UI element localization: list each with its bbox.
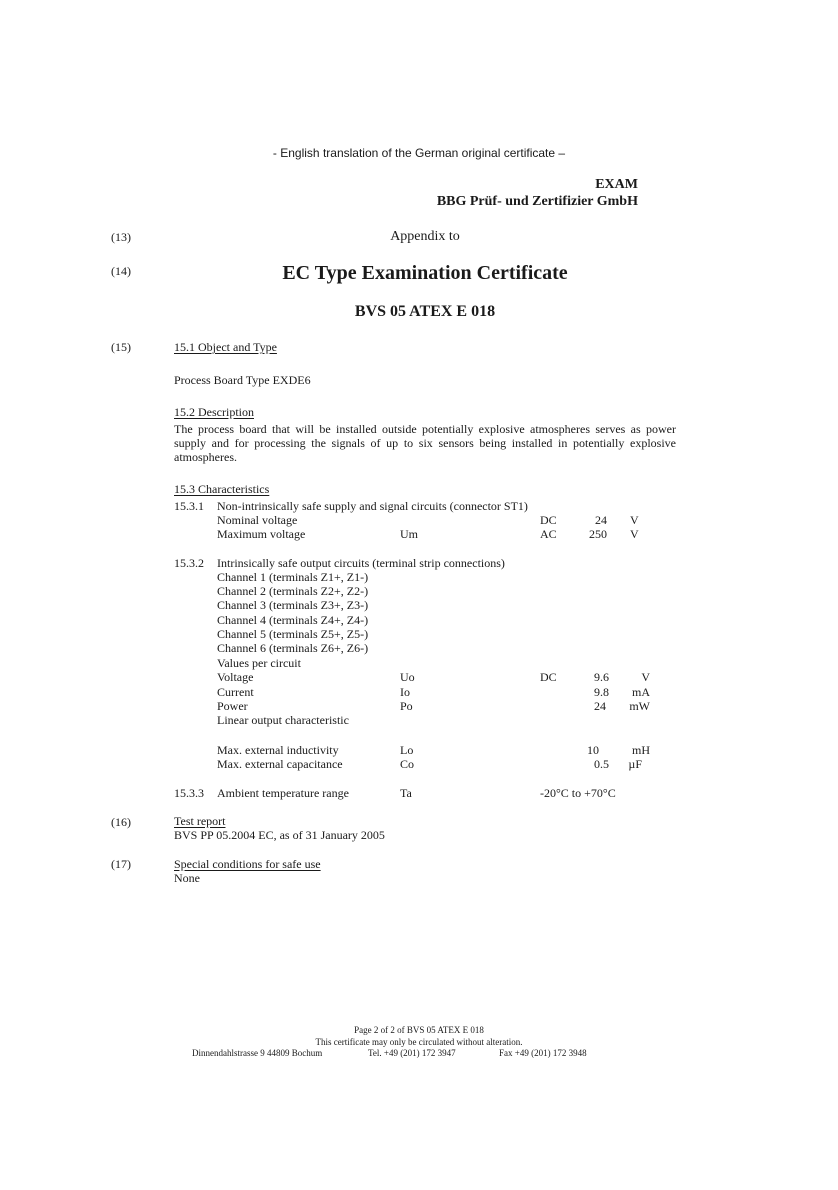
table-row <box>0 670 838 684</box>
channel-label: Channel 2 (terminals Z2+, Z2-) <box>217 584 369 598</box>
section-number-15: (15) <box>111 340 131 354</box>
certificate-number: BVS 05 ATEX E 018 <box>354 303 496 320</box>
channel-item <box>0 627 838 641</box>
channel-item <box>0 613 838 627</box>
param-label: Voltage <box>217 670 254 684</box>
param-symbol: Ta <box>400 786 412 800</box>
description-text: The process board that will be installed outside potentially explosive atmospheres serves as power supply and for processing the signals of up to six sensors being installed in potentially explosive atmospheres. <box>174 422 676 464</box>
heading-test-report: Test report <box>174 814 226 828</box>
param-value: 10 <box>587 743 599 757</box>
section-number-14: (14) <box>111 264 131 278</box>
param-value: 250 <box>589 527 607 541</box>
translation-note: - English translation of the German original certificate – <box>272 146 566 160</box>
linear-output <box>0 713 838 727</box>
linear-output-label: Linear output characteristic <box>217 713 349 727</box>
footer-page-number: Page 2 of 2 of BVS 05 ATEX E 018 <box>354 1025 484 1035</box>
subsection-title: Non-intrinsically safe supply and signal circuits (connector ST1) <box>217 499 528 513</box>
footer-address: Dinnendahlstrasse 9 44809 Bochum <box>192 1048 323 1058</box>
values-per-circuit-label: Values per circuit <box>217 656 301 670</box>
section-number-17: (17) <box>111 857 131 871</box>
certificate-title: EC Type Examination Certificate <box>282 262 568 284</box>
channel-label: Channel 1 (terminals Z1+, Z1-) <box>217 570 369 584</box>
param-label: Power <box>217 699 248 713</box>
channel-item <box>0 641 838 655</box>
footer-fax: Fax +49 (201) 172 3948 <box>499 1048 587 1058</box>
channel-label: Channel 6 (terminals Z6+, Z6-) <box>217 641 369 655</box>
test-report-text: BVS PP 05.2004 EC, as of 31 January 2005 <box>174 828 385 842</box>
heading-description: 15.2 Description <box>174 405 254 419</box>
org-name-short: EXAM <box>595 177 638 192</box>
special-conditions-text: None <box>174 871 200 885</box>
subsection-15-3-2 <box>0 556 838 570</box>
table-row <box>0 743 838 757</box>
param-value: 24 <box>595 513 607 527</box>
object-type: Process Board Type EXDE6 <box>174 373 311 387</box>
param-label: Current <box>217 685 254 699</box>
param-symbol: Uo <box>400 670 415 684</box>
subsection-15-3-1 <box>0 499 838 513</box>
param-symbol: Um <box>400 527 418 541</box>
param-symbol: Lo <box>400 743 414 757</box>
channel-item <box>0 598 838 612</box>
channel-label: Channel 4 (terminals Z4+, Z4-) <box>217 613 369 627</box>
section-number-13: (13) <box>111 230 131 244</box>
param-unit: V <box>641 670 650 684</box>
param-type: AC <box>540 527 557 541</box>
table-row <box>0 685 838 699</box>
table-row <box>0 699 838 713</box>
param-unit: V <box>630 513 639 527</box>
footer-tel: Tel. +49 (201) 172 3947 <box>368 1048 456 1058</box>
subsection-number: 15.3.1 <box>174 499 204 513</box>
param-unit: µF <box>628 757 642 771</box>
table-row <box>0 757 838 771</box>
subsection-number: 15.3.3 <box>174 786 204 800</box>
param-value: 9.6 <box>594 670 609 684</box>
channel-label: Channel 5 (terminals Z5+, Z5-) <box>217 627 369 641</box>
table-row <box>0 513 838 527</box>
param-label: Max. external inductivity <box>217 743 339 757</box>
param-symbol: Po <box>400 699 413 713</box>
param-label: Nominal voltage <box>217 513 298 527</box>
org-name-full: BBG Prüf- und Zertifizier GmbH <box>436 194 638 209</box>
param-symbol: Io <box>400 685 410 699</box>
param-symbol: Co <box>400 757 415 771</box>
temperature-range: -20°C to +70°C <box>540 786 616 800</box>
channel-label: Channel 3 (terminals Z3+, Z3-) <box>217 598 369 612</box>
subsection-title: Intrinsically safe output circuits (terminal strip connections) <box>217 556 505 570</box>
channel-item <box>0 584 838 598</box>
appendix-to: Appendix to <box>390 229 460 244</box>
param-type: DC <box>540 513 557 527</box>
param-value: 24 <box>594 699 606 713</box>
channel-item <box>0 570 838 584</box>
param-type: DC <box>540 670 557 684</box>
heading-special-conditions: Special conditions for safe use <box>174 857 321 871</box>
heading-object-type: 15.1 Object and Type <box>174 340 277 354</box>
param-unit: mA <box>632 685 650 699</box>
param-unit: mH <box>632 743 650 757</box>
param-label: Ambient temperature range <box>217 786 349 800</box>
values-per-circuit <box>0 656 838 670</box>
param-unit: V <box>630 527 639 541</box>
param-label: Maximum voltage <box>217 527 306 541</box>
param-label: Max. external capacitance <box>217 757 343 771</box>
param-value: 0.5 <box>594 757 609 771</box>
subsection-15-3-3 <box>0 786 838 800</box>
subsection-number: 15.3.2 <box>174 556 204 570</box>
table-row <box>0 527 838 541</box>
param-value: 9.8 <box>594 685 609 699</box>
heading-characteristics: 15.3 Characteristics <box>174 482 270 496</box>
param-unit: mW <box>629 699 650 713</box>
section-number-16: (16) <box>111 815 131 829</box>
footer-note: This certificate may only be circulated without alteration. <box>315 1037 523 1047</box>
